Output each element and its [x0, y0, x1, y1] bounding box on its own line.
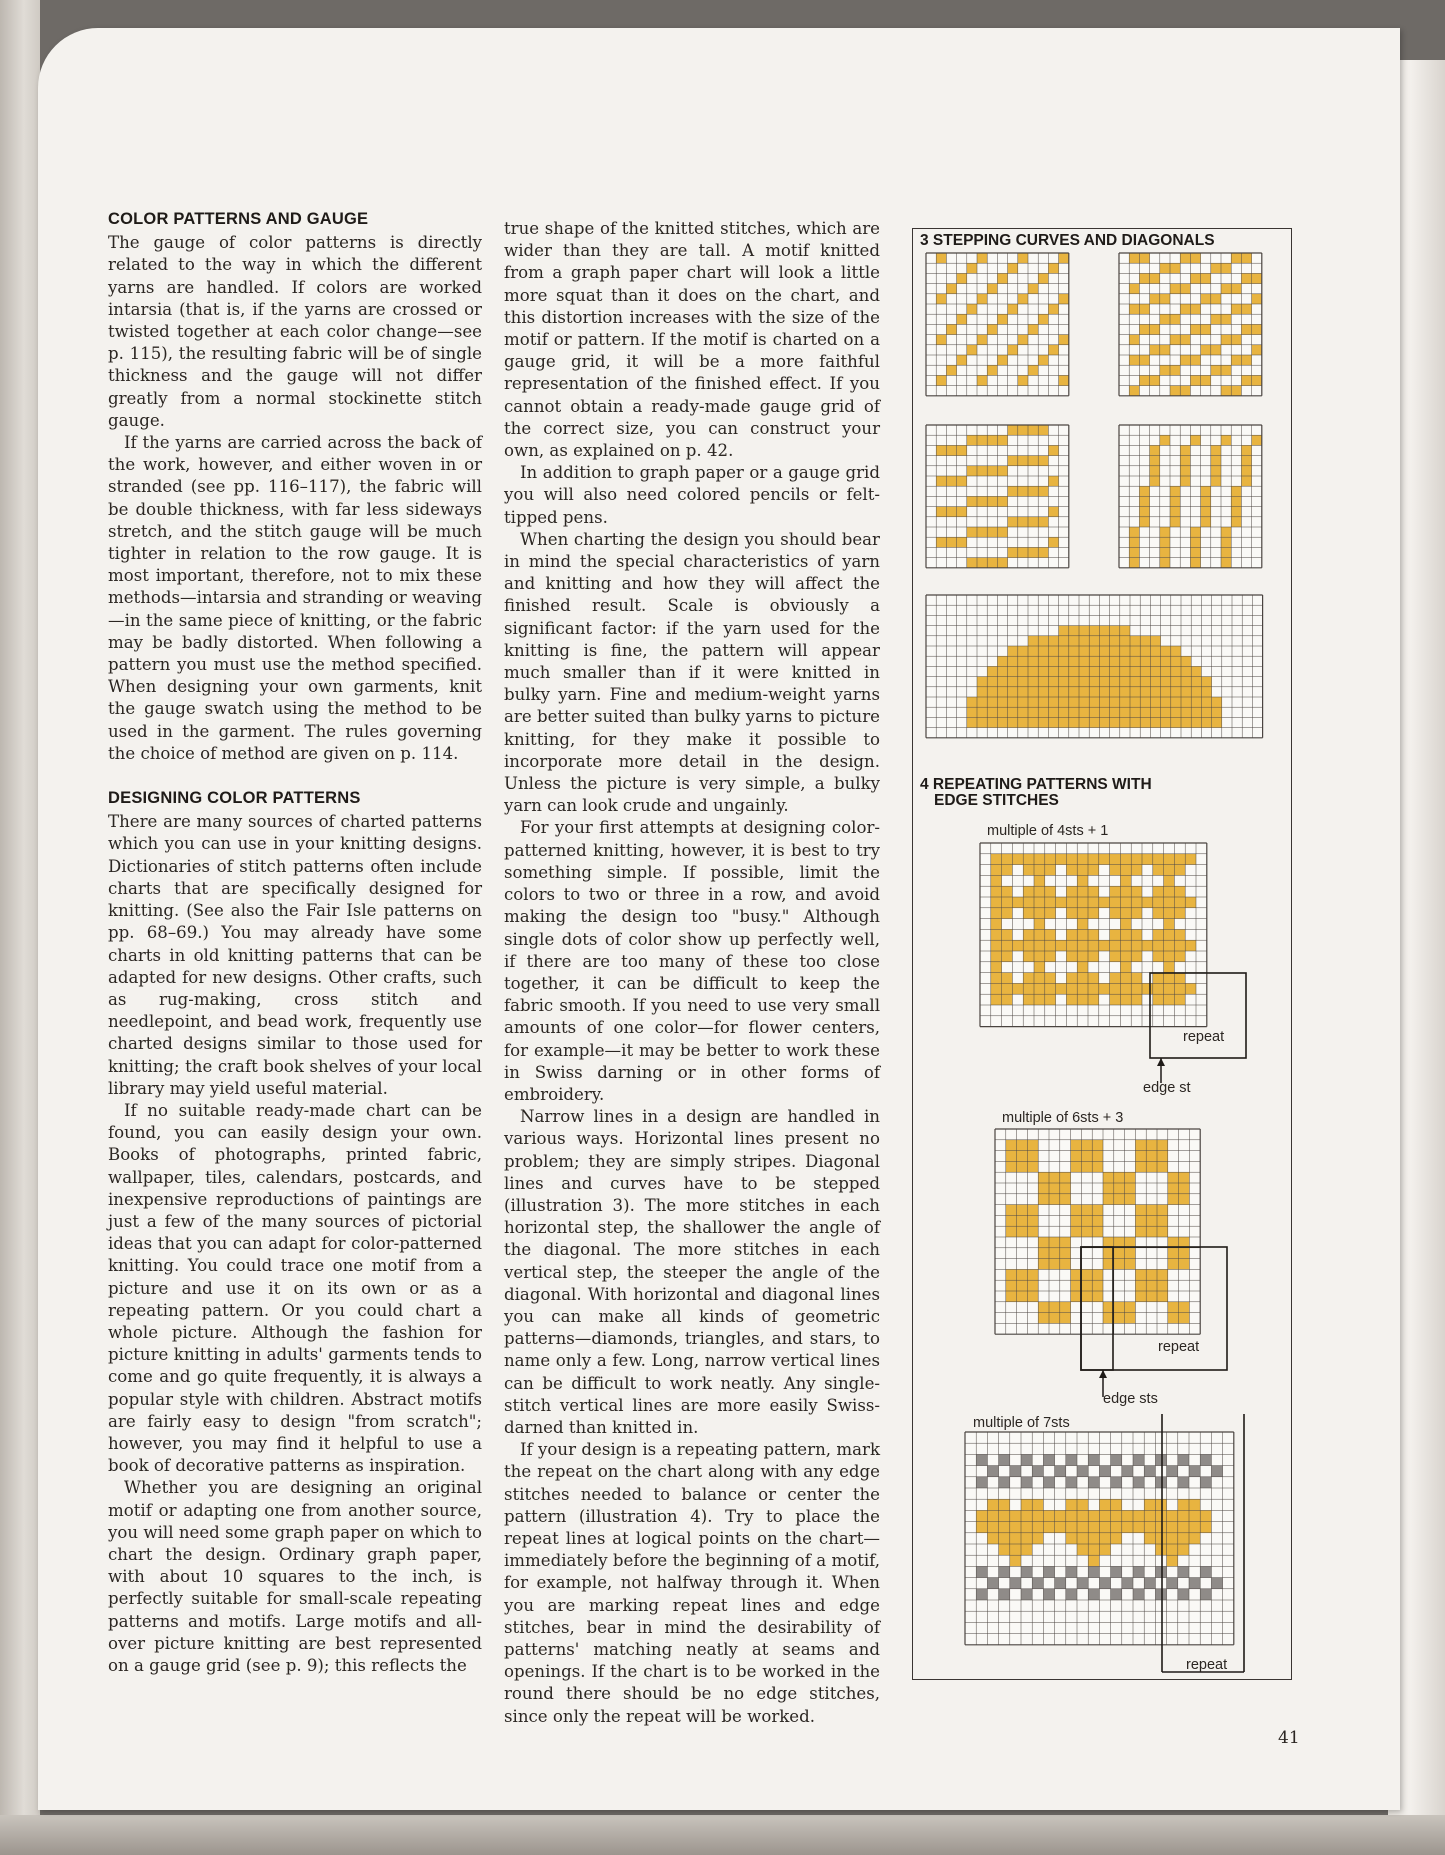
curve-chart-steep — [1119, 425, 1262, 568]
left-text-column — [108, 208, 482, 1677]
paragraph: If your design is a repeating pattern, mark the repeat on the chart along with any edge stitches needed to balance or center the pattern (illustration 4). Try to place the repeat lines at logical points on the chart—immediately before the beginning of a motif, for example, not halfway through it. When you are marking repeat lines and edge stitches, bear in mind the desirability of patterns' matching neatly at seams and openings. If the chart is to be worked in the round there should be no edge stitches, since only the repeat will be worked. — [504, 1440, 880, 1726]
repeat-label: repeat — [1183, 1029, 1225, 1045]
book-page — [38, 28, 1400, 1810]
chart-c-label: multiple of 7sts — [973, 1415, 1070, 1431]
paragraph: There are many sources of charted patterns which you can use in your knitting designs. Dictionaries of stitch patterns often include charts that are specifically designed for knitting. (See also the Fair Isle patterns on pp. 68–69.) You may already have some charts in old knitting patterns that can be adapted for new designs. Other crafts, such as rug-making, cross stitch and needlepoint, and bead work, frequently use charted designs similar to those used for knitting; the craft book shelves of your local library may yield useful material. — [108, 812, 482, 1098]
page-number: 41 — [1278, 1728, 1300, 1748]
repeat-label: repeat — [1158, 1339, 1200, 1355]
paragraph: When charting the design you should bear in mind the special characteristics of yarn and knitting and how they will affect the finished result. Scale is obviously a significant factor: if the yarn used for the knitting is fine, the pattern will appear much smaller than if it were knitted in bulky yarn. Fine and medium-weight yarns are better suited than bulky yarns to picture knitting, for they make it possible to incorporate more detail in the design. Unless the picture is very simple, a bulky yarn can look crude and ungainly. — [504, 529, 880, 816]
heading-color-patterns-gauge: COLOR PATTERNS AND GAUGE — [108, 210, 369, 228]
diagonal-chart-wide-steps — [1119, 253, 1262, 396]
paragraph: true shape of the knitted stitches, which are wider than they are tall. A motif knitted from a graph paper chart will look a little more squat than it does on the chart, and this distortion increases with the size of the motif or pattern. If the motif is charted on a gauge grid, it will be a more faithful representation of the finished effect. If you cannot obtain a ready-made gauge grid of the correct size, you can construct your own, as explained on p. 42. — [504, 219, 880, 461]
repeat-chart-6sts — [995, 1129, 1265, 1389]
figure-3-title: 3 STEPPING CURVES AND DIAGONALS — [920, 232, 1215, 249]
table-surface — [0, 1815, 1445, 1855]
repeat-chart-7sts-hearts — [965, 1432, 1255, 1672]
figure-4-title-line1: 4 REPEATING PATTERNS WITH — [920, 776, 1152, 793]
diagonal-chart-thin-steps — [926, 253, 1069, 396]
paragraph: For your first attempts at designing color-patterned knitting, however, it is best to try something simple. If possible, limit the colors to two or three in a row, and avoid making the design too "busy." Although single dots of color show up perfectly well, if there are too many of these too close together, it can be difficult to keep the fabric smooth. If you need to use very small amounts of one color—for flower centers, for example—it may be better to work these in Swiss darning or in other forms of embroidery. — [504, 818, 880, 1104]
repeat-label: repeat — [1186, 1657, 1228, 1673]
chart-b-label: multiple of 6sts + 3 — [1002, 1110, 1124, 1126]
illustration-panel — [912, 228, 1292, 1680]
edge-sts-label: edge sts — [1103, 1391, 1158, 1407]
paragraph: Whether you are designing an original motif or adapting one from another source, you will need some graph paper on which to chart the design. Ordinary graph paper, with about 10 squares to the inch, is perfectly suitable for small-scale repeating patterns and motifs. Large motifs and all-over picture knitting are best represented on a gauge grid (see p. 9); this reflects the — [108, 1478, 482, 1675]
repeat-chart-4sts — [980, 843, 1250, 1103]
dome-curve-chart — [926, 595, 1264, 738]
middle-text-column — [504, 218, 880, 1728]
chart-a-label: multiple of 4sts + 1 — [987, 823, 1109, 839]
curve-chart-shallow — [926, 425, 1069, 568]
paragraph: The gauge of color patterns is directly related to the way in which the different yarns are handled. If colors are worked intarsia (that is, if the yarns are crossed or twisted together at each color change—see p. 115), the resulting fabric will be of single thickness and the gauge will not differ greatly from a normal stockinette stitch gauge. — [108, 233, 482, 430]
figure-4-title — [920, 777, 1152, 809]
edge-st-label: edge st — [1143, 1080, 1191, 1096]
binding-edge — [0, 0, 40, 1855]
heading-designing-color-patterns: DESIGNING COLOR PATTERNS — [108, 789, 361, 808]
paragraph: If the yarns are carried across the back of the work, however, and either woven in or stranded (see pp. 116–117), the fabric will be double thickness, with far less sideways stretch, and the stitch gauge will be much tighter in relation to the row gauge. It is most important, therefore, not to mix these methods—intarsia and stranding or weaving—in the same piece of knitting, or the fabric may be badly distorted. When following a pattern you must use the method specified. When designing your own garments, knit the gauge swatch using the method to be used in the garment. The rules governing the choice of method are given on p. 114. — [108, 433, 482, 763]
paragraph: If no suitable ready-made chart can be found, you can easily design your own. Books of photographs, printed fabric, wallpaper, tiles, calendars, postcards, and inexpensive reproductions of paintings are just a few of the many sources of pictorial ideas that you can adapt for color-patterned knitting. You could trace one motif from a picture and use it on its own or as a repeating pattern. Or you could chart a whole picture. Although the fashion for picture knitting in adults' garments tends to come and go quite frequently, it is always a popular style with children. Abstract motifs are fairly easy to design "from scratch"; however, you may find it helpful to use a book of decorative patterns as inspiration. — [108, 1100, 482, 1476]
figure-4-title-line2: EDGE STITCHES — [934, 792, 1059, 809]
paragraph: Narrow lines in a design are handled in various ways. Horizontal lines present no problem; they are simply stripes. Diagonal lines and curves have to be stepped (illustration 3). The more stitches in each horizontal step, the shallower the angle of the diagonal. The more stitches in each vertical step, the steeper the angle of the diagonal. With horizontal and diagonal lines you can make all kinds of geometric patterns—diamonds, triangles, and stars, to name only a few. Long, narrow vertical lines can be difficult to work neatly. Any single-stitch vertical lines are more easily Swiss-darned than knitted in. — [504, 1107, 880, 1437]
paragraph: In addition to graph paper or a gauge grid you will also need colored pencils or felt-tipped pens. — [504, 463, 880, 527]
